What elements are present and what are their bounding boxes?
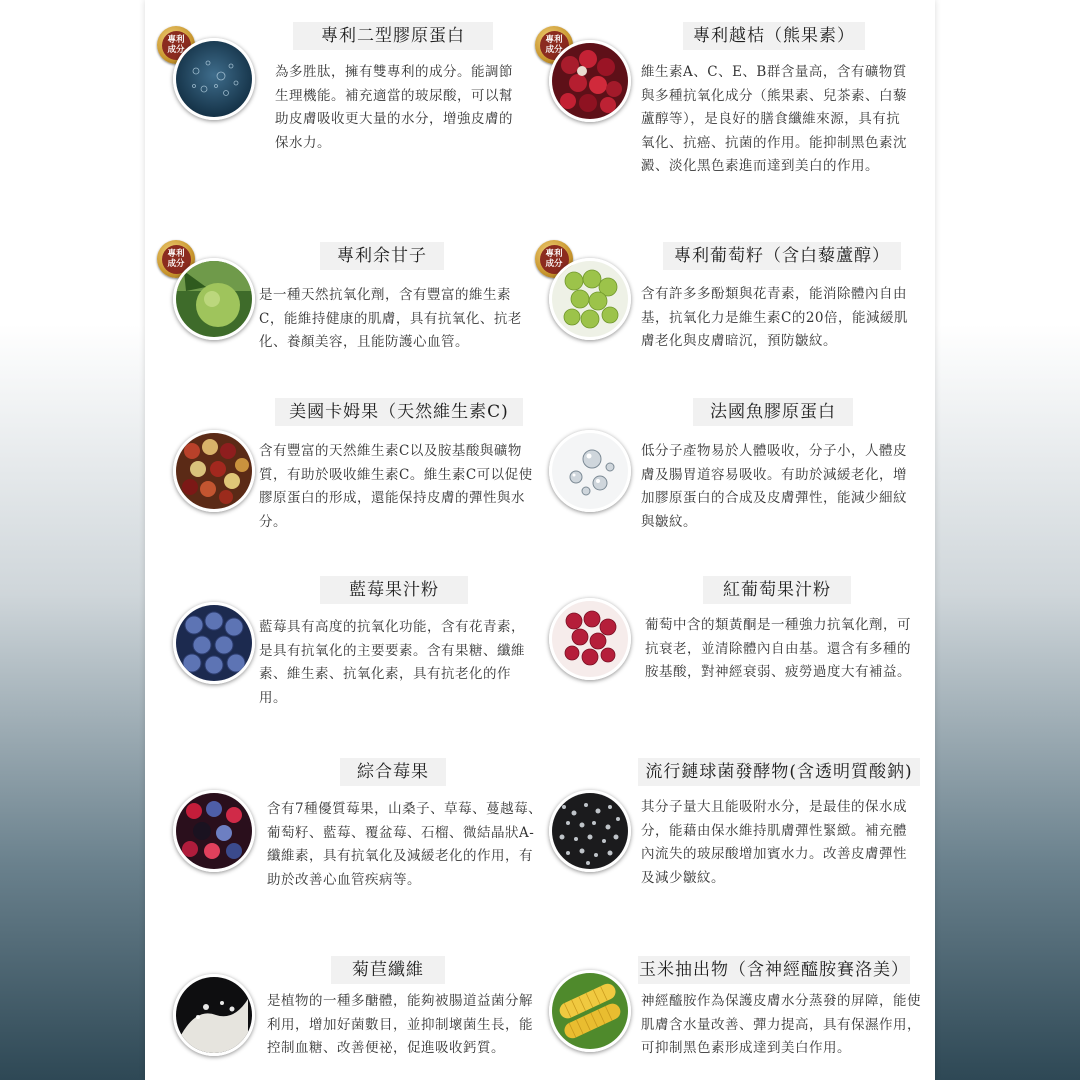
cranberry-icon [549, 40, 631, 122]
patent-badge-icon: 專利 成分 [157, 26, 195, 64]
fiber-powder-icon [173, 974, 255, 1056]
ingredient-title: 菊苣纖維 [331, 956, 445, 984]
patent-badge-icon: 專利 成分 [535, 26, 573, 64]
ingredient-title: 紅葡萄果汁粉 [703, 576, 851, 604]
ingredient-description: 維生素A、C、E、B群含量高，含有礦物質與多種抗氧化成分（熊果素、兒茶素、白藜蘆醇等），是良好的膳食纖維來源，具有抗氧化、抗癌、抗菌的作用。能抑制黑色素沈澱、淡化黑色素進而達到美白的作用。 [641, 64, 907, 174]
red-grape-icon [549, 598, 631, 680]
ingredient-description: 葡萄中含的類黃酮是一種強力抗氧化劑，可抗衰老，並清除體內自由基。還含有多種的胺基酸，對神經衰弱、疲勞過度大有補益。 [645, 617, 911, 680]
corn-icon [549, 970, 631, 1052]
ingredient-title: 專利余甘子 [320, 242, 444, 270]
ingredient-description: 低分子產物易於人體吸收，分子小，人體皮膚及腸胃道容易吸收。有助於減緩老化，增加膠原蛋白的合成及皮膚彈性，能減少細紋與皺紋。 [641, 443, 907, 530]
ingredient-description: 含有豐富的天然維生素C以及胺基酸與礦物質，有助於吸收維生素C。維生素C可以促使膠原蛋白的形成，還能保持皮膚的彈性與水分。 [259, 443, 533, 530]
ingredient-description: 含有許多多酚類與花青素，能消除體內自由基，抗氧化力是維生素C的20倍，能減緩肌膚老化與皮膚暗沉，預防皺紋。 [641, 286, 909, 349]
ingredient-title: 法國魚膠原蛋白 [693, 398, 853, 426]
mixed-berries-icon [173, 790, 255, 872]
ingredient-title: 藍莓果汁粉 [320, 576, 468, 604]
ingredient-title: 流行鏈球菌發酵物(含透明質酸鈉) [638, 758, 920, 786]
ingredient-title: 專利二型膠原蛋白 [293, 22, 493, 50]
left-background-band [0, 0, 145, 1080]
ingredient-description: 藍莓具有高度的抗氧化功能，含有花青素，是具有抗氧化的主要要素。含有果糖、纖維素、維生素、抗氧化素，具有抗老化的作用。 [259, 619, 525, 706]
ingredients-sheet [145, 0, 935, 1080]
ingredient-title: 專利葡萄籽（含白藜蘆醇） [663, 242, 901, 270]
amla-fruit-icon [173, 258, 255, 340]
ingredient-description: 是一種天然抗氧化劑，含有豐富的維生素C，能維持健康的肌膚，具有抗氧化、抗老化、養顏美容，且能防護心血管。 [259, 287, 522, 350]
ingredient-title: 綜合莓果 [340, 758, 446, 786]
blueberry-icon [173, 602, 255, 684]
ingredient-description: 其分子量大且能吸附水分，是最佳的保水成分，能藉由保水維持肌膚彈性緊緻。補充體內流失的玻尿酸增加賓水力。改善皮膚彈性及減少皺紋。 [641, 799, 907, 886]
patent-badge-icon: 專利 成分 [535, 240, 573, 278]
collagen-bubbles-icon [173, 38, 255, 120]
right-background-band [935, 0, 1080, 1080]
water-droplet-icon [549, 430, 631, 512]
ingredient-title: 玉米抽出物（含神經醯胺賽洛美） [638, 956, 910, 984]
camu-camu-icon [173, 430, 255, 512]
ingredient-description: 神經醯胺作為保護皮膚水分蒸發的屏障，能使肌膚含水量改善、彈力提高，具有保濕作用，可抑制黑色素形成達到美白作用。 [641, 993, 921, 1056]
ingredient-description: 是植物的一種多醣體，能夠被腸道益菌分解利用，增加好菌數目，並抑制壞菌生長，能控制血糖、改善便祕，促進吸收鈣質。 [267, 993, 533, 1056]
ingredient-title: 美國卡姆果（天然維生素C) [275, 398, 523, 426]
patent-badge-icon: 專利 成分 [157, 240, 195, 278]
ingredient-description: 含有7種優質莓果，山桑子、草莓、蔓越莓、葡萄籽、藍莓、覆盆莓、石榴、微結晶狀A-纖維素，具有抗氧化及減緩老化的作用，有助於改善心血管疾病等。 [267, 801, 543, 888]
ingredient-description: 為多胜肽，擁有雙專利的成分。能調節生理機能。補充適當的玻尿酸，可以幫助皮膚吸收更大量的水分，增強皮膚的保水力。 [275, 64, 513, 151]
ingredient-title: 專利越桔（熊果素） [683, 22, 865, 50]
granules-icon [549, 790, 631, 872]
green-grape-icon [549, 258, 631, 340]
